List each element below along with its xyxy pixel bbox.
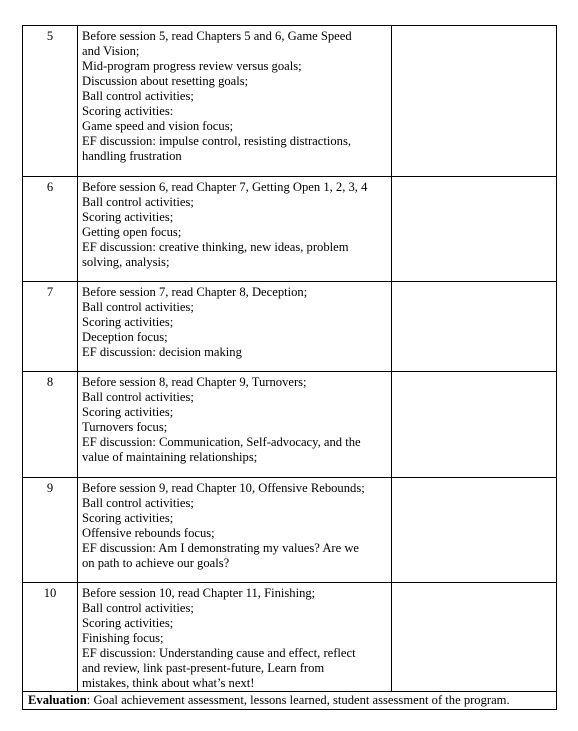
- session-number: 8: [23, 372, 78, 478]
- description-line: Before session 9, read Chapter 10, Offensive Rebounds;: [82, 481, 365, 495]
- description-line: Ball control activities;: [82, 89, 194, 103]
- description-line: and review, link past-present-future, Learn from: [82, 661, 325, 675]
- description-line: handling frustration: [82, 149, 182, 163]
- notes-cell: [392, 177, 557, 282]
- description-line: Finishing focus;: [82, 631, 164, 645]
- description-line: Deception focus;: [82, 330, 168, 344]
- description-line: Ball control activities;: [82, 601, 194, 615]
- notes-cell: [392, 478, 557, 583]
- table-row: [23, 282, 557, 372]
- session-description: [78, 282, 392, 372]
- description-line: EF discussion: impulse control, resisting distractions,: [82, 134, 352, 148]
- session-description: [78, 177, 392, 282]
- evaluation-row: [23, 692, 557, 710]
- description-line: Mid-program progress review versus goals;: [82, 59, 302, 73]
- description-line: Before session 10, read Chapter 11, Finishing;: [82, 586, 316, 600]
- description-line: Before session 8, read Chapter 9, Turnovers;: [82, 375, 307, 389]
- description-line: Scoring activities;: [82, 315, 174, 329]
- notes-cell: [392, 282, 557, 372]
- session-description: [78, 372, 392, 478]
- evaluation-text: : Goal achievement assessment, lessons learned, student assessment of the program.: [86, 693, 510, 707]
- table-row: [23, 26, 557, 177]
- description-line: Scoring activities;: [82, 616, 174, 630]
- session-description: [78, 478, 392, 583]
- description-line: Getting open focus;: [82, 225, 182, 239]
- description-line: on path to achieve our goals?: [82, 556, 230, 570]
- session-number: 6: [23, 177, 78, 282]
- notes-cell: [392, 583, 557, 692]
- description-line: EF discussion: decision making: [82, 345, 242, 359]
- session-number: 9: [23, 478, 78, 583]
- description-line: EF discussion: Understanding cause and effect, reflect: [82, 646, 356, 660]
- description-line: Ball control activities;: [82, 496, 194, 510]
- session-description: [78, 583, 392, 692]
- description-line: Before session 7, read Chapter 8, Deception;: [82, 285, 308, 299]
- description-line: Before session 6, read Chapter 7, Getting Open 1, 2, 3, 4: [82, 180, 368, 194]
- description-line: Ball control activities;: [82, 195, 194, 209]
- evaluation-label: Evaluation: [28, 693, 87, 707]
- description-line: Turnovers focus;: [82, 420, 168, 434]
- description-line: value of maintaining relationships;: [82, 450, 258, 464]
- description-line: EF discussion: creative thinking, new ideas, problem: [82, 240, 349, 254]
- description-line: mistakes, think about what’s next!: [82, 676, 255, 690]
- description-line: Scoring activities:: [82, 104, 174, 118]
- description-line: Before session 5, read Chapters 5 and 6, Game Speed: [82, 29, 352, 43]
- session-number: 7: [23, 282, 78, 372]
- description-line: Discussion about resetting goals;: [82, 74, 249, 88]
- evaluation-cell: [23, 692, 557, 710]
- description-line: Game speed and vision focus;: [82, 119, 234, 133]
- description-line: EF discussion: Communication, Self-advocacy, and the: [82, 435, 361, 449]
- description-line: and Vision;: [82, 44, 140, 58]
- description-line: EF discussion: Am I demonstrating my values? Are we: [82, 541, 360, 555]
- notes-cell: [392, 372, 557, 478]
- table-row: [23, 372, 557, 478]
- description-line: Scoring activities;: [82, 405, 174, 419]
- description-line: Scoring activities;: [82, 511, 174, 525]
- table-row: [23, 177, 557, 282]
- session-number: 10: [23, 583, 78, 692]
- description-line: Scoring activities;: [82, 210, 174, 224]
- table-row: [23, 478, 557, 583]
- session-number: 5: [23, 26, 78, 177]
- description-line: solving, analysis;: [82, 255, 170, 269]
- notes-cell: [392, 26, 557, 177]
- table-row: [23, 583, 557, 692]
- description-line: Offensive rebounds focus;: [82, 526, 215, 540]
- session-plan-table: [22, 25, 557, 710]
- session-description: [78, 26, 392, 177]
- description-line: Ball control activities;: [82, 390, 194, 404]
- description-line: Ball control activities;: [82, 300, 194, 314]
